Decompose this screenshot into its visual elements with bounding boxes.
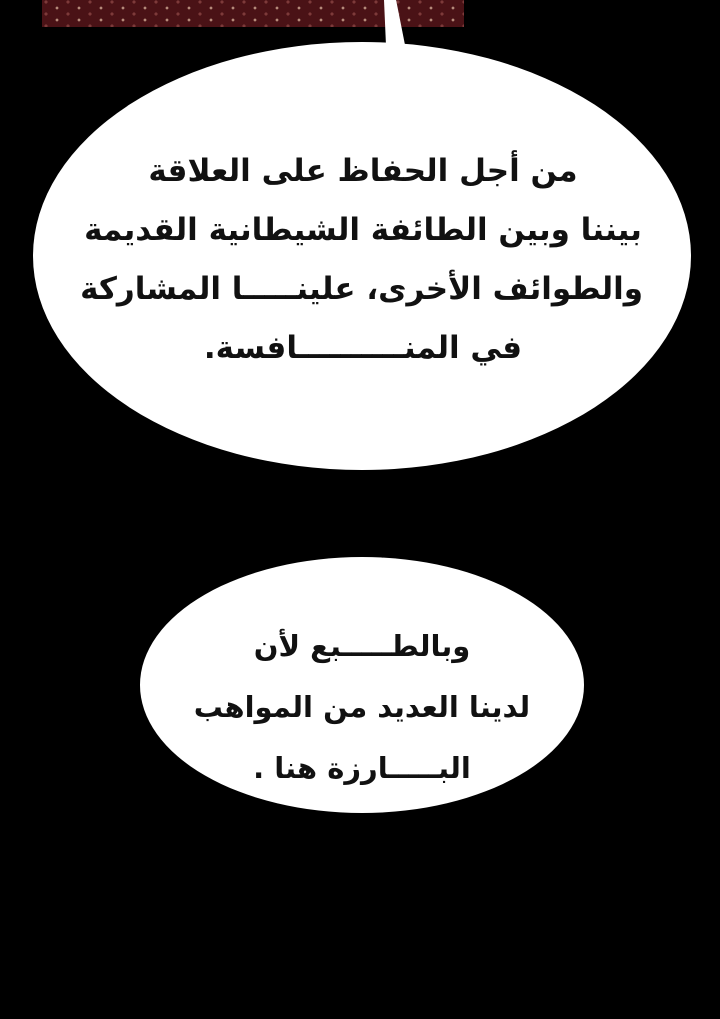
speech-line: لدينا العديد من المواهب [193,690,531,724]
speech-line: بيننا وبين الطائفة الشيطانية القديمة [84,212,642,248]
speech-line: من أجل الحفاظ على العلاقة [148,153,578,189]
speech-line: وبالطـــــبع لأن [253,629,471,663]
speech-line: في المنــــــــــافسة. [203,330,523,366]
speech-line: والطوائف الأخرى، علينـــــا المشاركة [80,271,643,307]
speech-line: البـــــارزة هنا . [253,751,471,785]
patterned-carpet [42,0,464,27]
speech-bubble-2-text [160,616,564,799]
speech-bubble-1-text [80,142,643,378]
